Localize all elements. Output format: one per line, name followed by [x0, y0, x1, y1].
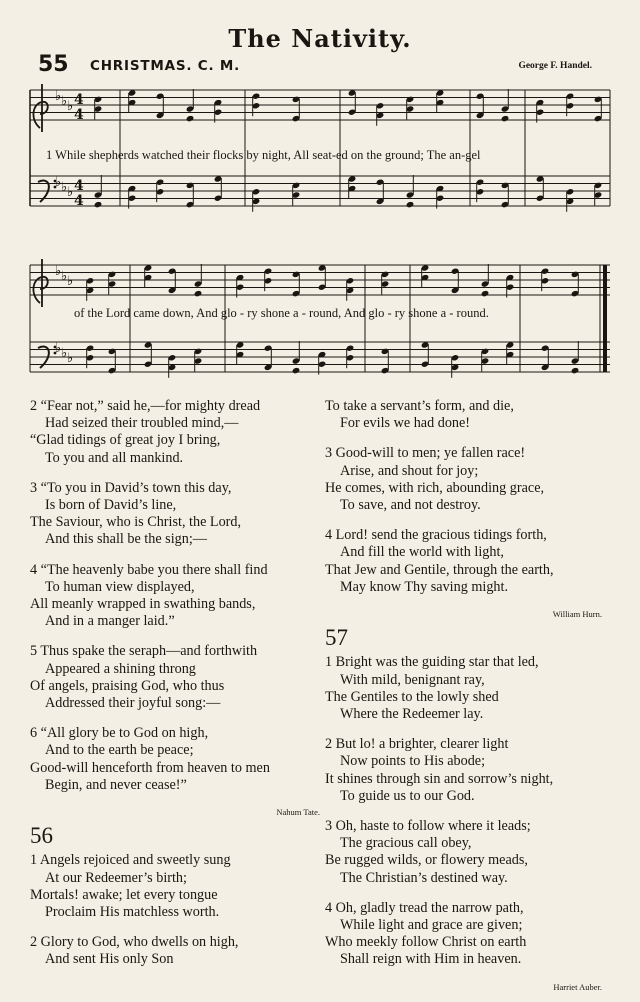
- treble-clef: [33, 259, 47, 307]
- hymn-number: 55: [38, 52, 69, 77]
- attribution-nahum-tate: Nahum Tate.: [276, 807, 320, 818]
- hymn55-stanzas-col1: [30, 398, 328, 794]
- lyric-line-1: 1 While shepherds watched their flocks by night, All seat-ed on the ground; The an-gel: [46, 148, 481, 162]
- left-column: [30, 398, 328, 982]
- flat-sign: ♭: [55, 89, 62, 104]
- stanza-line: Addressed their joyful song:—: [45, 695, 221, 712]
- hymn57-stanza: [325, 736, 610, 805]
- note-head: [406, 201, 415, 208]
- note-head: [186, 115, 195, 122]
- flat-sign: ♭: [61, 269, 68, 284]
- lyric-line-2: of the Lord came down, And glo - ry shone a - round, And glo - ry shone a - round.: [74, 306, 489, 320]
- stanza-line: 2 But lo! a brighter, clearer light: [325, 736, 509, 753]
- hymn57-stanza: [325, 654, 610, 723]
- hymn57-number: 57: [325, 625, 348, 651]
- note-head: [481, 290, 490, 297]
- stanza-line: Had seized their troubled mind,—: [45, 415, 239, 432]
- stanza-line: The Saviour, who is Christ, the Lord,: [30, 514, 242, 531]
- stanza-line: With mild, benignant ray,: [340, 671, 485, 688]
- stanza-line: The Christian’s destined way.: [340, 869, 508, 886]
- hymn55-stanza: [30, 725, 328, 794]
- flat-sign: ♭: [67, 99, 74, 114]
- stanza-line: The gracious call obey,: [340, 835, 472, 852]
- time-sig-bottom: 4: [74, 193, 84, 209]
- note-head: [571, 367, 580, 374]
- stanza-line: To take a servant’s form, and die,: [325, 398, 514, 414]
- attribution-harriet-auber: Harriet Auber.: [553, 981, 602, 992]
- stanza-line: “Glad tidings of great joy I bring,: [30, 432, 221, 449]
- final-barline: [603, 265, 607, 372]
- stanza-line: To save, and not destroy.: [340, 497, 481, 514]
- hymn56-cont-stanza: [325, 398, 610, 432]
- time-sig-top: 4: [74, 178, 84, 194]
- section-title: The Nativity.: [228, 24, 412, 53]
- stanza-line: To you and all mankind.: [45, 449, 184, 466]
- hymn55-stanza: [30, 398, 328, 467]
- hymn56-number: 56: [30, 823, 53, 849]
- stanza-line: It shines through sin and sorrow’s night,: [325, 770, 554, 787]
- note-head: [94, 201, 103, 208]
- stanza-line: The Gentiles to the lowly shed: [325, 688, 499, 705]
- flat-sign: ♭: [67, 185, 74, 200]
- hymn55-stanza: [30, 480, 328, 549]
- stanza-line: To human view displayed,: [45, 578, 195, 595]
- stanza-line: That Jew and Gentile, through the earth,: [325, 561, 554, 578]
- flat-sign: ♭: [55, 175, 62, 190]
- stanza-line: And to the earth be peace;: [45, 742, 194, 759]
- stanza-line: Be rugged wilds, or flowery meads,: [325, 852, 528, 869]
- stanza-line: 1 Bright was the guiding star that led,: [325, 654, 539, 671]
- hymn56-cont-stanza: [325, 445, 610, 514]
- hymn56-stanza: [30, 934, 328, 968]
- attribution-william-hurn: William Hurn.: [552, 609, 602, 620]
- hymn56-continuation: [325, 398, 610, 596]
- stanza-line: And this shall be the sign;—: [45, 531, 207, 548]
- stanza-line: While light and grace are given;: [340, 917, 523, 934]
- stanza-line: 3 Good-will to men; ye fallen race!: [325, 445, 526, 462]
- stanza-line: 4 Lord! send the gracious tidings forth,: [325, 527, 547, 544]
- stanza-line: And sent His only Son: [45, 951, 174, 968]
- stanza-line: Proclaim His matchless worth.: [45, 904, 220, 921]
- stanza-line: 2 Glory to God, who dwells on high,: [30, 934, 239, 951]
- hymn56-stanza: [30, 852, 328, 921]
- stanza-line: 6 “All glory be to God on high,: [30, 725, 209, 742]
- music-score: [0, 80, 640, 380]
- stanza-line: Who meekly follow Christ on earth: [325, 934, 527, 951]
- hymn56-stanzas: [30, 852, 328, 968]
- stanza-line: For evils we had done!: [340, 415, 471, 432]
- stanza-line: And fill the world with light,: [340, 544, 504, 561]
- stanza-line: Where the Redeemer lay.: [340, 706, 484, 723]
- stanza-line: Shall reign with Him in heaven.: [340, 951, 522, 968]
- stanza-line: To guide us to our God.: [340, 787, 475, 804]
- composer: George F. Handel.: [518, 61, 592, 71]
- tune-name: CHRISTMAS. C. M.: [90, 58, 241, 74]
- time-sig-top: 4: [74, 92, 84, 108]
- note-head: [292, 367, 301, 374]
- stanza-line: All meanly wrapped in swathing bands,: [30, 596, 256, 613]
- note-head: [194, 290, 203, 297]
- flat-sign: ♭: [61, 94, 68, 109]
- flat-sign: ♭: [55, 341, 62, 356]
- stanza-line: Now points to His abode;: [340, 753, 486, 770]
- hymn57-stanza: [325, 900, 610, 969]
- stanza-line: 3 Oh, haste to follow where it leads;: [325, 818, 531, 835]
- hymn56-cont-stanza: [325, 527, 610, 596]
- stanza-line: 4 Oh, gladly tread the narrow path,: [325, 899, 524, 916]
- treble-clef: [33, 84, 47, 132]
- stanza-line: 1 Angels rejoiced and sweetly sung: [30, 852, 231, 869]
- stanza-line: Of angels, praising God, who thus: [30, 677, 225, 694]
- stanza-line: Begin, and never cease!”: [45, 776, 187, 793]
- stanza-line: 3 “To you in David’s town this day,: [30, 479, 232, 496]
- hymn55-stanza: [30, 643, 328, 712]
- hymn55-stanza: [30, 562, 328, 631]
- note-head: [501, 115, 510, 122]
- hymn57-stanza: [325, 818, 610, 887]
- stanza-line: Mortals! awake; let every tongue: [30, 886, 218, 903]
- stanza-line: And in a manger laid.”: [45, 613, 175, 630]
- stanza-line: 5 Thus spake the seraph—and forthwith: [30, 643, 258, 660]
- stanza-line: Good-will henceforth from heaven to men: [30, 759, 270, 776]
- right-column: [325, 398, 610, 1002]
- hymn57-stanzas: [325, 654, 610, 968]
- time-sig-bottom: 4: [74, 107, 84, 123]
- flat-sign: ♭: [61, 180, 68, 195]
- stanza-line: Arise, and shout for joy;: [340, 462, 479, 479]
- stanza-line: 4 “The heavenly babe you there shall find: [30, 561, 268, 578]
- stanza-line: 2 “Fear not,” said he,—for mighty dread: [30, 398, 261, 414]
- stanza-line: Is born of David’s line,: [45, 497, 177, 514]
- stanza-line: At our Redeemer’s birth;: [45, 869, 187, 886]
- flat-sign: ♭: [67, 351, 74, 366]
- stanza-line: May know Thy saving might.: [340, 578, 509, 595]
- stanza-line: Appeared a shining throng: [45, 660, 196, 677]
- flat-sign: ♭: [55, 264, 62, 279]
- flat-sign: ♭: [61, 346, 68, 361]
- stanza-line: He comes, with rich, abounding grace,: [325, 479, 545, 496]
- flat-sign: ♭: [67, 274, 74, 289]
